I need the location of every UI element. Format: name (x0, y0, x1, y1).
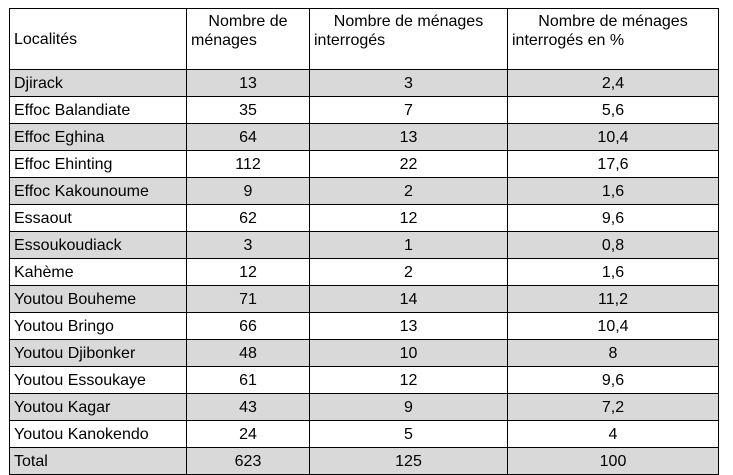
percent-cell: 4 (508, 421, 719, 448)
surveyed-cell: 14 (310, 286, 508, 313)
households-cell: 66 (187, 313, 310, 340)
surveyed-cell: 5 (310, 421, 508, 448)
surveyed-cell: 13 (310, 313, 508, 340)
percent-cell: 17,6 (508, 151, 719, 178)
locality-cell: Youtou Essoukaye (10, 367, 187, 394)
locality-cell: Effoc Ehinting (10, 151, 187, 178)
header-row (10, 9, 719, 70)
table-row (10, 313, 719, 340)
households-cell: 71 (187, 286, 310, 313)
surveyed-cell: 2 (310, 178, 508, 205)
surveyed-cell: 2 (310, 259, 508, 286)
percent-cell: 0,8 (508, 232, 719, 259)
households-cell: 24 (187, 421, 310, 448)
table-row (10, 97, 719, 124)
locality-cell: Essaout (10, 205, 187, 232)
surveyed-cell: 7 (310, 97, 508, 124)
table-row (10, 259, 719, 286)
households-cell: 3 (187, 232, 310, 259)
percent-cell: 11,2 (508, 286, 719, 313)
table-row (10, 340, 719, 367)
surveyed-cell: 125 (310, 448, 508, 475)
table-row (10, 421, 719, 448)
table-header (10, 9, 719, 70)
table-row (10, 205, 719, 232)
percent-cell: 7,2 (508, 394, 719, 421)
table-row (10, 124, 719, 151)
locality-cell: Essoukoudiack (10, 232, 187, 259)
locality-cell: Djirack (10, 70, 187, 97)
percent-cell: 1,6 (508, 178, 719, 205)
surveyed-cell: 12 (310, 367, 508, 394)
table-body (10, 70, 719, 475)
percent-cell: 1,6 (508, 259, 719, 286)
percent-cell: 9,6 (508, 367, 719, 394)
table-row (10, 178, 719, 205)
locality-cell: Youtou Bouheme (10, 286, 187, 313)
table-row (10, 151, 719, 178)
households-cell: 13 (187, 70, 310, 97)
percent-cell: 9,6 (508, 205, 719, 232)
locality-cell: Effoc Eghina (10, 124, 187, 151)
households-cell: 62 (187, 205, 310, 232)
percent-cell: 10,4 (508, 313, 719, 340)
surveyed-cell: 1 (310, 232, 508, 259)
households-table (9, 8, 719, 475)
locality-cell: Youtou Bringo (10, 313, 187, 340)
households-cell: 623 (187, 448, 310, 475)
surveyed-cell: 13 (310, 124, 508, 151)
table-row (10, 367, 719, 394)
households-cell: 43 (187, 394, 310, 421)
households-cell: 48 (187, 340, 310, 367)
households-cell: 61 (187, 367, 310, 394)
locality-cell: Youtou Kanokendo (10, 421, 187, 448)
percent-cell: 2,4 (508, 70, 719, 97)
total-row (10, 448, 719, 475)
percent-cell: 10,4 (508, 124, 719, 151)
surveyed-cell: 9 (310, 394, 508, 421)
households-table-container (9, 8, 719, 475)
locality-cell: Youtou Kagar (10, 394, 187, 421)
locality-cell: Effoc Kakounoume (10, 178, 187, 205)
header-localities: Localités (10, 9, 187, 70)
header-surveyed: Nombre de ménages interrogés (310, 9, 508, 70)
table-row (10, 394, 719, 421)
percent-cell: 5,6 (508, 97, 719, 124)
households-cell: 64 (187, 124, 310, 151)
header-surveyed-percent: Nombre de ménages interrogés en % (508, 9, 719, 70)
percent-cell: 100 (508, 448, 719, 475)
table-row (10, 70, 719, 97)
households-cell: 112 (187, 151, 310, 178)
households-cell: 12 (187, 259, 310, 286)
surveyed-cell: 12 (310, 205, 508, 232)
locality-cell: Youtou Djibonker (10, 340, 187, 367)
table-row (10, 286, 719, 313)
surveyed-cell: 10 (310, 340, 508, 367)
households-cell: 35 (187, 97, 310, 124)
surveyed-cell: 22 (310, 151, 508, 178)
surveyed-cell: 3 (310, 70, 508, 97)
percent-cell: 8 (508, 340, 719, 367)
households-cell: 9 (187, 178, 310, 205)
locality-cell: Total (10, 448, 187, 475)
table-row (10, 232, 719, 259)
header-households: Nombre de ménages (187, 9, 310, 70)
locality-cell: Kahème (10, 259, 187, 286)
locality-cell: Effoc Balandiate (10, 97, 187, 124)
